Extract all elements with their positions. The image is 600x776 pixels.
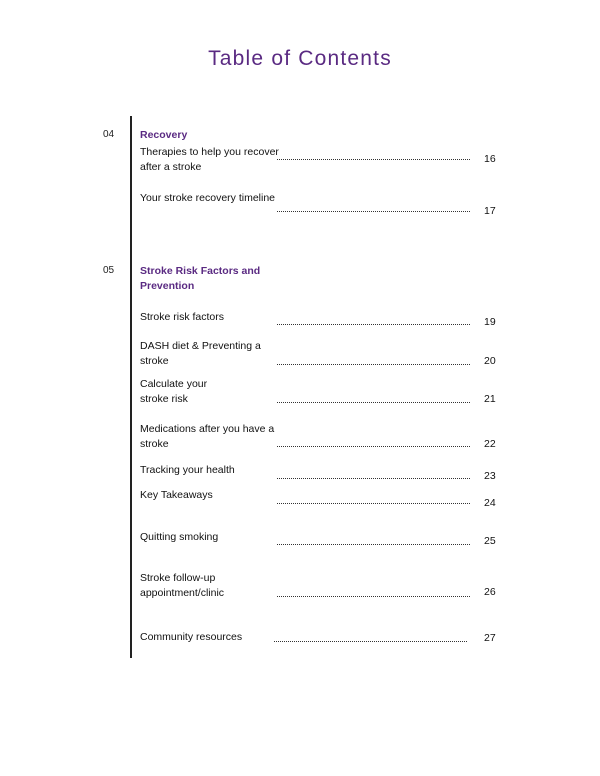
- toc-entry-page[interactable]: 23: [484, 470, 496, 482]
- dot-leader: [274, 641, 467, 642]
- toc-entry-page[interactable]: 27: [484, 632, 496, 644]
- toc-entry-page[interactable]: 22: [484, 438, 496, 450]
- toc-entry-page[interactable]: 20: [484, 355, 496, 367]
- dot-leader: [277, 544, 470, 545]
- toc-entry-page[interactable]: 21: [484, 393, 496, 405]
- dot-leader: [277, 596, 470, 597]
- toc-entry-label[interactable]: Therapies to help you recover after a stroke: [140, 146, 279, 173]
- toc-entry-page[interactable]: 25: [484, 535, 496, 547]
- toc-entry-label[interactable]: DASH diet & Preventing a stroke: [140, 340, 261, 367]
- dot-leader: [277, 446, 470, 447]
- dot-leader: [277, 159, 470, 160]
- toc-entry-label[interactable]: Quitting smoking: [140, 531, 219, 543]
- toc-entry-page[interactable]: 17: [484, 205, 496, 217]
- dot-leader: [277, 478, 470, 479]
- section-number: 05: [103, 265, 115, 276]
- toc-entry-label[interactable]: Your stroke recovery timeline: [140, 192, 276, 204]
- dot-leader: [277, 364, 470, 365]
- toc-entry-page[interactable]: 26: [484, 586, 496, 598]
- toc-entry-page[interactable]: 24: [484, 497, 496, 509]
- toc-entry-label[interactable]: Key Takeaways: [140, 489, 213, 501]
- toc-entry-label[interactable]: Stroke follow-up appointment/clinic: [140, 572, 225, 599]
- toc-entry-label[interactable]: Community resources: [140, 631, 243, 643]
- toc-entry-label[interactable]: Tracking your health: [140, 464, 235, 476]
- vertical-divider: [130, 116, 132, 658]
- section-title: Stroke Risk Factors and Prevention: [140, 265, 261, 292]
- page-title: Table of Contents: [208, 47, 392, 70]
- dot-leader: [277, 503, 470, 504]
- section-number: 04: [103, 129, 115, 140]
- dot-leader: [277, 402, 470, 403]
- toc-entry-page[interactable]: 16: [484, 153, 496, 165]
- toc-entry-label[interactable]: Stroke risk factors: [140, 311, 225, 323]
- dot-leader: [277, 211, 470, 212]
- toc-entry-label[interactable]: Medications after you have a stroke: [140, 423, 275, 450]
- toc-entry-page[interactable]: 19: [484, 316, 496, 328]
- toc-entry-label[interactable]: Calculate your stroke risk: [140, 378, 208, 405]
- dot-leader: [277, 324, 470, 325]
- section-title: Recovery: [140, 129, 188, 141]
